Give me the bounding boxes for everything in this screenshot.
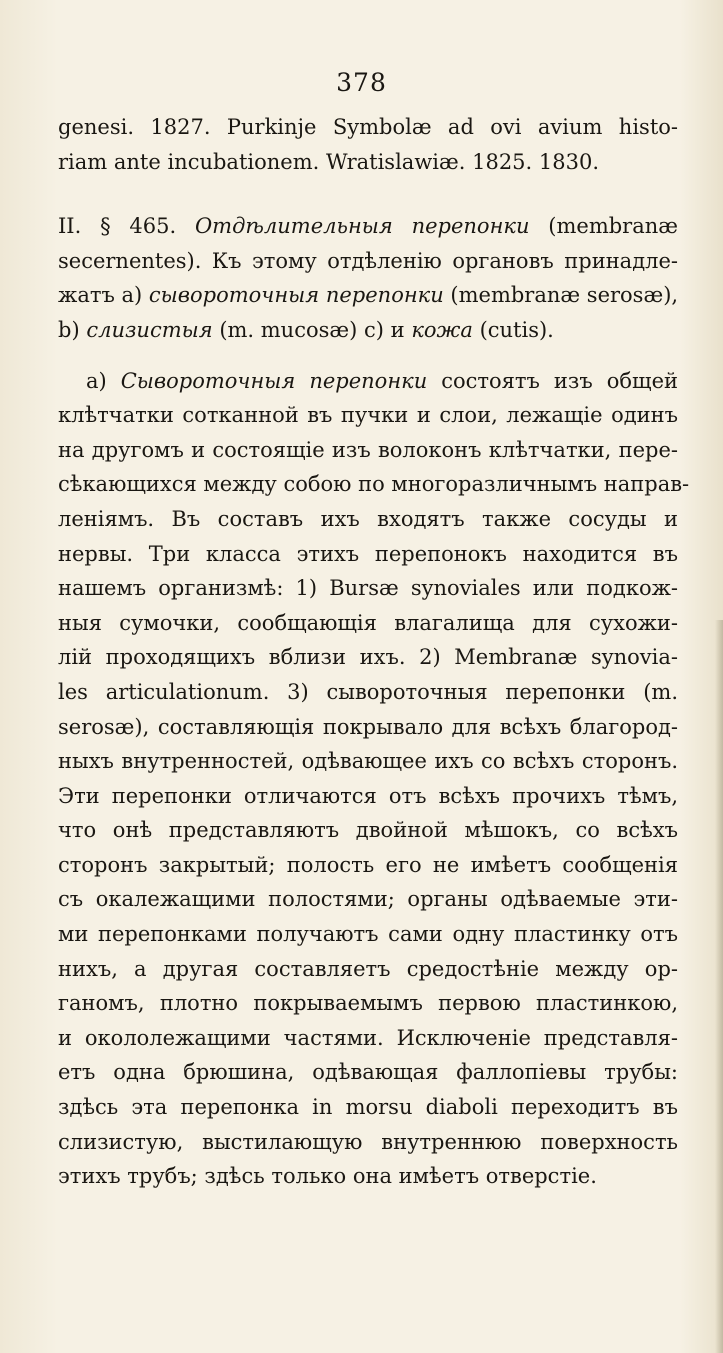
text-line: леніямъ. Въ составъ ихъ входятъ также сосуды и (58, 506, 678, 531)
text-line: слизистую, выстилающую внутреннюю поверхность (58, 1129, 678, 1154)
text-line: ми перепонками получаютъ сами одну пластинку отъ (58, 922, 678, 947)
text-line: сѣкающихся между собою по многоразличнымъ направ- (58, 472, 690, 497)
text-line: riam ante incubationem. Wratislawiæ. 1825. 1830. (58, 149, 600, 174)
text-line: secernentes). Къ этому отдѣленію органовъ принадле- (58, 248, 678, 273)
text-run: b) (58, 317, 87, 342)
text-line: нихъ, а другая составляетъ средостѣніе между ор- (58, 956, 678, 981)
text-line: етъ одна брюшина, одѣвающая фаллопіевы трубы: (58, 1060, 678, 1085)
text-line (58, 278, 678, 313)
text-line: и окололежащими частями. Исключеніе представля- (58, 1025, 678, 1050)
paragraph-gap (58, 348, 678, 364)
text-line (58, 209, 678, 244)
text-line: на другомъ и состоящіе изъ волоконъ клѣтчатки, пере- (58, 437, 678, 462)
italic-term: сывороточныя перепонки (148, 283, 444, 308)
text-line: здѣсь эта перепонка in morsu diaboli переходитъ въ (58, 1095, 678, 1120)
text-run: a) (86, 368, 121, 393)
text-line: съ окалежащими полостями; органы одѣваемые эти- (58, 887, 678, 912)
text-run: жатъ a) (58, 283, 149, 308)
text-line: genesi. 1827. Purkinje Symbolæ ad ovi avium histo- (58, 115, 678, 139)
text-run: (m. mucosæ) c) и (212, 317, 412, 342)
italic-term: кожа (411, 317, 473, 342)
italic-term: Сывороточныя перепонки (120, 368, 428, 393)
text-line: нашемъ организмѣ: 1) Bursæ synoviales или подкож- (58, 576, 678, 601)
text-line: serosæ), составляющія покрывало для всѣхъ благород- (58, 714, 678, 739)
text-line (58, 313, 678, 348)
text-line: ныхъ внутренностей, одѣвающее ихъ со всѣхъ сторонъ. (58, 749, 678, 774)
text-line: ганомъ, плотно покрываемымъ первою пластинкою, (58, 991, 678, 1016)
paragraph-gap (58, 179, 678, 209)
text-run: состоятъ изъ общей (427, 368, 678, 393)
text-line: клѣтчатки сотканной въ пучки и слои, лежащіе одинъ (58, 403, 678, 428)
italic-term: Отдѣлительныя перепонки (194, 214, 530, 239)
text-run: II. § 465. (58, 214, 195, 239)
text-line: сторонъ закрытый; полость его не имѣетъ сообщенія (58, 852, 678, 877)
page-edge-shadow (715, 620, 723, 1353)
page-number: 378 (336, 68, 387, 97)
text-line: лій проходящихъ вблизи ихъ. 2) Membranæ synovia- (58, 645, 678, 670)
body-text (58, 110, 690, 1194)
text-line: Эти перепонки отличаются отъ всѣхъ прочихъ тѣмъ, (58, 783, 678, 808)
text-line: этихъ трубъ; здѣсь только она имѣетъ отверстіе. (58, 1164, 597, 1189)
text-line: ныя сумочки, сообщающія влагалища для сухожи- (58, 610, 678, 635)
text-line: что онѣ представляютъ двойной мѣшокъ, со всѣхъ (58, 818, 678, 843)
text-line: les articulationum. 3) сывороточныя перепонки (m. (58, 679, 678, 704)
text-run: (membranæ (529, 214, 678, 239)
italic-term: слизистыя (86, 317, 213, 342)
text-line: нервы. Три класса этихъ перепонокъ находится въ (58, 541, 678, 566)
text-run: (membranæ serosæ), (443, 283, 679, 308)
text-run: (cutis). (472, 317, 554, 342)
text-line (58, 364, 678, 399)
